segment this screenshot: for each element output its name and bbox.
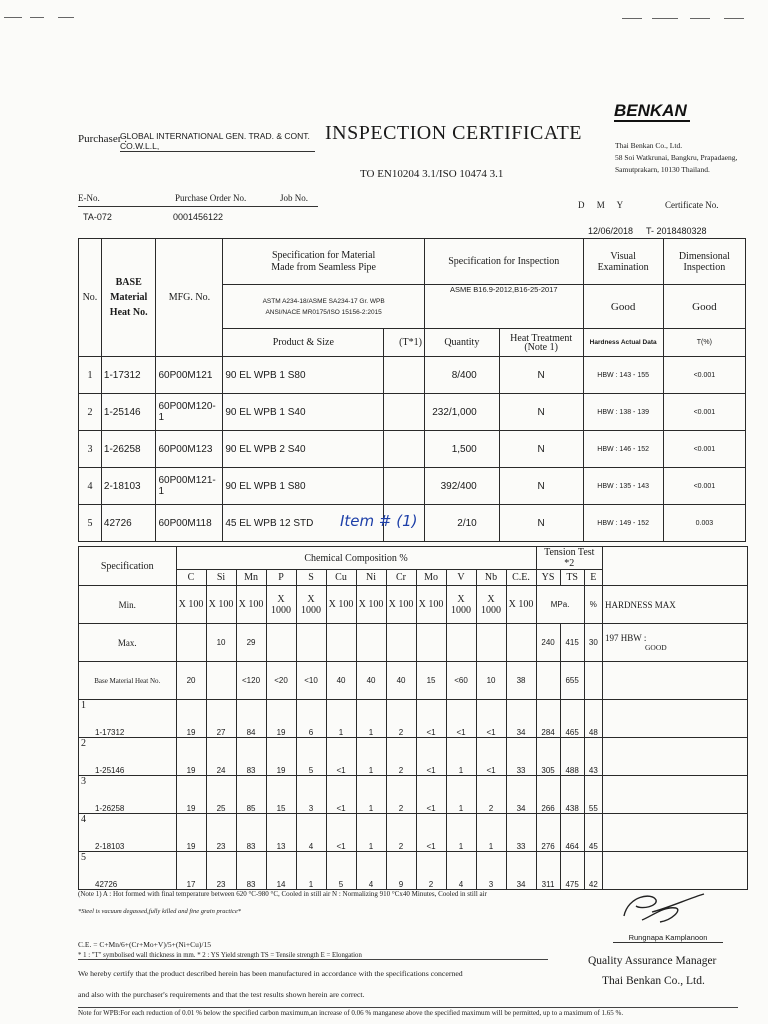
- chem-value: 1: [446, 738, 476, 776]
- chem-max-row: [79, 624, 748, 662]
- chem-value: 266: [536, 776, 560, 814]
- product-mfg: 60P00M121-1: [156, 468, 223, 505]
- product-hbw: HBW : 143 - 155: [583, 357, 663, 394]
- product-heat: 1-26258: [101, 431, 156, 468]
- product-hbw: HBW : 138 - 139: [583, 394, 663, 431]
- chem-value: 464: [560, 814, 584, 852]
- product-qty: 2/10: [424, 505, 499, 542]
- chem-value: 19: [266, 700, 296, 738]
- product-heat: 2-18103: [101, 468, 156, 505]
- max-value: [476, 624, 506, 662]
- product-t: <0.001: [663, 394, 745, 431]
- certificate-title: INSPECTION CERTIFICATE: [325, 122, 583, 144]
- po-label: Purchase Order No.: [175, 193, 247, 203]
- element-name: Cu: [326, 570, 356, 586]
- max-value: [176, 624, 206, 662]
- base-value: 15: [416, 662, 446, 700]
- product-no: 5: [79, 505, 102, 542]
- base-value: [584, 662, 602, 700]
- chem-value: 1: [356, 776, 386, 814]
- job-label: Job No.: [280, 193, 309, 203]
- col-hardness: Hardness Actual Data: [583, 329, 663, 357]
- chem-header-row: [79, 547, 748, 570]
- chem-value: 2: [386, 700, 416, 738]
- chem-value: 27: [206, 700, 236, 738]
- spec-line: Specification for Material: [271, 249, 376, 261]
- base-value: 20: [176, 662, 206, 700]
- chem-value: 83: [236, 738, 266, 776]
- chem-spec-label: Specification: [79, 547, 177, 586]
- blank-cell: [603, 700, 748, 738]
- chem-row-no: 5: [79, 852, 94, 890]
- product-ht: N: [499, 357, 583, 394]
- note-symbols: * 1 : "T" symbolised wall thickness in mm. * 2 : YS Yield strength TS = Tensile strength E = Elongation: [78, 952, 548, 960]
- chem-value: 465: [560, 700, 584, 738]
- product-heat: 1-17312: [101, 357, 156, 394]
- chem-value: <1: [476, 738, 506, 776]
- col-no: No.: [79, 239, 102, 357]
- base-value: 40: [326, 662, 356, 700]
- cert-value: T- 2018480328: [646, 226, 707, 236]
- company-address: [615, 140, 737, 176]
- blank-cell: [603, 852, 748, 890]
- chem-value: <1: [416, 700, 446, 738]
- product-no: 1: [79, 357, 102, 394]
- hardness-max: HARDNESS MAX: [603, 586, 748, 624]
- product-hbw: HBW : 135 - 143: [583, 468, 663, 505]
- base-value: <60: [446, 662, 476, 700]
- hbw-good: GOOD: [645, 643, 667, 652]
- max-label: Max.: [79, 624, 177, 662]
- product-t: <0.001: [663, 357, 745, 394]
- signer-name: Rungnapa Kamplanoon: [613, 933, 723, 943]
- tension-label: Tension Test *2: [536, 547, 602, 570]
- multiplier: X 100: [206, 586, 236, 624]
- element-name: P: [266, 570, 296, 586]
- product-heat: 42726: [101, 505, 156, 542]
- spec-line: Made from Seamless Pipe: [271, 261, 376, 273]
- product-size: 90 EL WPB 2 S40: [223, 431, 384, 468]
- chem-row-heat: 1-17312: [93, 700, 176, 738]
- tension-name: E: [584, 570, 602, 586]
- multiplier: X 1000: [266, 586, 296, 624]
- max-value: 30: [584, 624, 602, 662]
- base-value: 10: [476, 662, 506, 700]
- product-row: [79, 468, 746, 505]
- chem-value: 14: [266, 852, 296, 890]
- product-tag: [384, 468, 425, 505]
- product-no: 3: [79, 431, 102, 468]
- spec-inspection-std: ASME B16.9-2012,B16-25-2017: [424, 285, 583, 329]
- chem-value: 276: [536, 814, 560, 852]
- max-value: [506, 624, 536, 662]
- chem-value: 488: [560, 738, 584, 776]
- product-qty: 8/400: [424, 357, 499, 394]
- base-value: <20: [266, 662, 296, 700]
- col-t-pct: T(%): [663, 329, 745, 357]
- product-tag: [384, 357, 425, 394]
- product-size: 90 EL WPB 1 S80: [223, 468, 384, 505]
- multiplier: X 100: [506, 586, 536, 624]
- col-heat-line: Material: [110, 292, 148, 303]
- chem-min-row: [79, 586, 748, 624]
- date-value: 12/06/2018: [588, 226, 634, 236]
- standard: TO EN10204 3.1/ISO 10474 3.1: [360, 168, 504, 180]
- chem-value: 42: [584, 852, 602, 890]
- max-value: [386, 624, 416, 662]
- handwritten-note: Item # (1): [340, 512, 418, 530]
- multiplier: X 100: [386, 586, 416, 624]
- element-name: Mo: [416, 570, 446, 586]
- chem-value: 19: [176, 814, 206, 852]
- eno-value: TA-072: [83, 212, 112, 222]
- product-ht: N: [499, 431, 583, 468]
- product-qty: 1,500: [424, 431, 499, 468]
- tension-name: YS: [536, 570, 560, 586]
- dimensional-result: Good: [663, 285, 745, 329]
- chem-row-no: 4: [79, 814, 94, 852]
- chem-value: 34: [506, 700, 536, 738]
- chem-value: 19: [176, 776, 206, 814]
- hbw-max: 197 HBW :: [605, 633, 647, 643]
- col-quantity: Quantity: [424, 329, 499, 357]
- chem-value: 24: [206, 738, 236, 776]
- chem-value: <1: [416, 814, 446, 852]
- chem-value: 305: [536, 738, 560, 776]
- max-value: [266, 624, 296, 662]
- chem-data-row: [79, 700, 748, 738]
- product-size: 90 EL WPB 1 S80: [223, 357, 384, 394]
- multiplier: X 1000: [446, 586, 476, 624]
- element-name: Ni: [356, 570, 386, 586]
- col-dimensional: Dimensional Inspection: [663, 239, 745, 285]
- chem-value: 2: [386, 814, 416, 852]
- base-value: [536, 662, 560, 700]
- chem-data-row: [79, 814, 748, 852]
- chemical-table: [78, 546, 748, 890]
- multiplier: X 1000: [296, 586, 326, 624]
- chem-value: <1: [416, 776, 446, 814]
- note-ce-formula: C.E. = C+Mn/6+(Cr+Mo+V)/5+(Ni+Cu)/15: [78, 940, 211, 949]
- visual-result: Good: [583, 285, 663, 329]
- date-label: D M Y: [578, 200, 624, 210]
- product-t: <0.001: [663, 468, 745, 505]
- product-ht: N: [499, 394, 583, 431]
- chem-value: 1: [326, 700, 356, 738]
- chem-value: 1: [446, 776, 476, 814]
- max-value: [296, 624, 326, 662]
- chem-value: 45: [584, 814, 602, 852]
- chem-value: 34: [506, 852, 536, 890]
- element-name: Nb: [476, 570, 506, 586]
- chem-value: 3: [296, 776, 326, 814]
- chem-value: 284: [536, 700, 560, 738]
- blank-cell: [603, 738, 748, 776]
- product-hbw: HBW : 149 - 152: [583, 505, 663, 542]
- chem-value: 2: [386, 738, 416, 776]
- address-line: 58 Soi Watkrunai, Bangkru, Prapadaeng,: [615, 153, 738, 162]
- chem-value: 2: [386, 776, 416, 814]
- chem-value: 15: [266, 776, 296, 814]
- chem-value: 43: [584, 738, 602, 776]
- multiplier: X 1000: [476, 586, 506, 624]
- col-mfg: MFG. No.: [156, 239, 223, 357]
- chem-row-no: 1: [79, 700, 94, 738]
- chem-value: 5: [296, 738, 326, 776]
- chem-base-row: [79, 662, 748, 700]
- col-tag: (T*1): [384, 329, 425, 357]
- product-size: 90 EL WPB 1 S40: [223, 394, 384, 431]
- max-value: 29: [236, 624, 266, 662]
- chem-row-no: 2: [79, 738, 94, 776]
- chem-value: 23: [206, 852, 236, 890]
- chem-value: 33: [506, 738, 536, 776]
- chem-value: 83: [236, 814, 266, 852]
- element-name: S: [296, 570, 326, 586]
- product-tag: [384, 394, 425, 431]
- hbw-max-cell: [603, 624, 748, 662]
- chem-value: 1: [356, 700, 386, 738]
- ht-line: (Note 1): [524, 341, 558, 353]
- note-wpb: Note for WPB:For each reduction of 0.01 % below the specified carbon maximum,an increase of 0.06 % manganese above the specified maximum will be permitted, up to a maximum of 1.65 %.: [78, 1007, 738, 1017]
- spec-material-std: [223, 285, 425, 329]
- base-value: 40: [356, 662, 386, 700]
- product-row: [79, 357, 746, 394]
- certify-line-1: We hereby certify that the product described herein has been manufactured in accordance with the specifications concerned: [78, 969, 463, 978]
- base-value: 655: [560, 662, 584, 700]
- element-name: C.E.: [506, 570, 536, 586]
- ht-line: Heat Treatment: [510, 332, 573, 344]
- element-name: Cr: [386, 570, 416, 586]
- chem-value: 2: [416, 852, 446, 890]
- svg-text:BENKAN: BENKAN: [614, 101, 687, 120]
- chem-data-row: [79, 738, 748, 776]
- chem-value: 4: [446, 852, 476, 890]
- std-line: ANSI/NACE MR0175/ISO 15156-2:2015: [265, 308, 382, 316]
- col-spec-material: [223, 239, 425, 285]
- chem-comp-label: Chemical Composition %: [176, 547, 536, 570]
- product-table: [78, 238, 746, 542]
- chem-value: 19: [176, 738, 206, 776]
- product-mfg: 60P00M118: [156, 505, 223, 542]
- element-name: C: [176, 570, 206, 586]
- max-value: 240: [536, 624, 560, 662]
- product-size: 45 EL WPB 12 STD: [223, 505, 384, 542]
- chem-value: 19: [176, 700, 206, 738]
- chem-value: 1: [296, 852, 326, 890]
- cert-label: Certificate No.: [665, 200, 719, 210]
- base-value: [206, 662, 236, 700]
- min-label: Min.: [79, 586, 177, 624]
- chem-value: <1: [326, 776, 356, 814]
- signer-company: Thai Benkan Co., Ltd.: [602, 975, 705, 987]
- col-visual: Visual Examination: [583, 239, 663, 285]
- max-value: [416, 624, 446, 662]
- chem-value: 2: [476, 776, 506, 814]
- chem-value: 4: [296, 814, 326, 852]
- chem-value: 6: [296, 700, 326, 738]
- base-value: <120: [236, 662, 266, 700]
- col-heat-line: Heat No.: [109, 307, 148, 318]
- product-row: [79, 431, 746, 468]
- product-t: <0.001: [663, 431, 745, 468]
- product-heat: 1-25146: [101, 394, 156, 431]
- eno-label: E-No.: [78, 193, 100, 203]
- col-product-size: Product & Size: [223, 329, 384, 357]
- note-heat-treatment: (Note 1) A : Hot formed with final temperature between 620 °C-980 °C, Cooled in still air N : Normalizing 910 °Cx40 Minutes, Cooled in still air: [78, 890, 487, 898]
- product-qty: 392/400: [424, 468, 499, 505]
- signature: [612, 886, 708, 932]
- product-no: 4: [79, 468, 102, 505]
- max-value: 10: [206, 624, 236, 662]
- multiplier: X 100: [176, 586, 206, 624]
- max-value: 415: [560, 624, 584, 662]
- blank-cell: [603, 776, 748, 814]
- certify-line-2: and also with the purchaser's requirements and that the test results shown herein are correct.: [78, 990, 365, 999]
- base-label: Base Material Heat No.: [79, 662, 177, 700]
- chem-value: 85: [236, 776, 266, 814]
- multiplier: X 100: [356, 586, 386, 624]
- col-spec-inspection: Specification for Inspection: [424, 239, 583, 285]
- max-value: [446, 624, 476, 662]
- product-ht: N: [499, 505, 583, 542]
- chem-value: 1: [446, 814, 476, 852]
- chem-value: 25: [206, 776, 236, 814]
- chem-data-row: [79, 776, 748, 814]
- max-value: [356, 624, 386, 662]
- base-value: 40: [386, 662, 416, 700]
- chem-value: 55: [584, 776, 602, 814]
- chem-value: 1: [476, 814, 506, 852]
- base-value: 38: [506, 662, 536, 700]
- chem-value: 5: [326, 852, 356, 890]
- chem-value: 438: [560, 776, 584, 814]
- chem-value: 311: [536, 852, 560, 890]
- element-name: V: [446, 570, 476, 586]
- base-value: <10: [296, 662, 326, 700]
- chem-row-heat: 2-18103: [93, 814, 176, 852]
- chem-value: 84: [236, 700, 266, 738]
- tension-name: TS: [560, 570, 584, 586]
- chem-value: 34: [506, 776, 536, 814]
- address-line: Thai Benkan Co., Ltd.: [615, 141, 683, 150]
- element-name: Si: [206, 570, 236, 586]
- product-row: [79, 394, 746, 431]
- chem-row-no: 3: [79, 776, 94, 814]
- product-mfg: 60P00M120-1: [156, 394, 223, 431]
- unit-pct: %: [584, 586, 602, 624]
- company-logo: [612, 98, 692, 124]
- chem-value: 475: [560, 852, 584, 890]
- chem-value: 1: [356, 738, 386, 776]
- note-steel: *Steel is vacuum degassed,fully killed and fine grain practice*: [78, 908, 242, 915]
- chem-value: 83: [236, 852, 266, 890]
- col-heat-treatment: [499, 329, 583, 357]
- blank-cell: [603, 547, 748, 586]
- col-heat-line: BASE: [115, 277, 142, 288]
- chem-value: <1: [446, 700, 476, 738]
- po-value: 0001456122: [173, 212, 224, 222]
- multiplier: X 100: [236, 586, 266, 624]
- product-qty: 232/1,000: [424, 394, 499, 431]
- chem-value: <1: [476, 700, 506, 738]
- multiplier: X 100: [326, 586, 356, 624]
- product-mfg: 60P00M123: [156, 431, 223, 468]
- unit-mpa: MPa.: [536, 586, 584, 624]
- chem-row-heat: 42726: [93, 852, 176, 890]
- product-t: 0.003: [663, 505, 745, 542]
- chem-value: 4: [356, 852, 386, 890]
- chem-value: 1: [356, 814, 386, 852]
- chem-value: 23: [206, 814, 236, 852]
- address-line: Samutprakarn, 10130 Thailand.: [615, 165, 710, 174]
- chem-value: <1: [326, 738, 356, 776]
- product-ht: N: [499, 468, 583, 505]
- product-tag: [384, 431, 425, 468]
- std-line: ASTM A234-18/ASME SA234-17 Gr. WPB: [262, 297, 385, 305]
- chem-value: 17: [176, 852, 206, 890]
- purchaser-name: GLOBAL INTERNATIONAL GEN. TRAD. & CONT. CO.W.L.L,: [120, 131, 315, 152]
- chem-row-heat: 1-25146: [93, 738, 176, 776]
- chem-value: 3: [476, 852, 506, 890]
- chem-value: <1: [326, 814, 356, 852]
- chem-value: 33: [506, 814, 536, 852]
- chem-data-row: [79, 852, 748, 890]
- product-mfg: 60P00M121: [156, 357, 223, 394]
- col-heat: [101, 239, 156, 357]
- purchaser-label: Purchaser :: [78, 133, 128, 145]
- blank-cell: [603, 814, 748, 852]
- product-no: 2: [79, 394, 102, 431]
- element-name: Mn: [236, 570, 266, 586]
- chem-value: <1: [416, 738, 446, 776]
- chem-value: 48: [584, 700, 602, 738]
- signer-role: Quality Assurance Manager: [588, 955, 717, 967]
- max-value: [326, 624, 356, 662]
- chem-value: 19: [266, 738, 296, 776]
- product-hbw: HBW : 146 - 152: [583, 431, 663, 468]
- chem-value: 13: [266, 814, 296, 852]
- blank-cell: [603, 662, 748, 700]
- chem-row-heat: 1-26258: [93, 776, 176, 814]
- chem-value: 9: [386, 852, 416, 890]
- multiplier: X 100: [416, 586, 446, 624]
